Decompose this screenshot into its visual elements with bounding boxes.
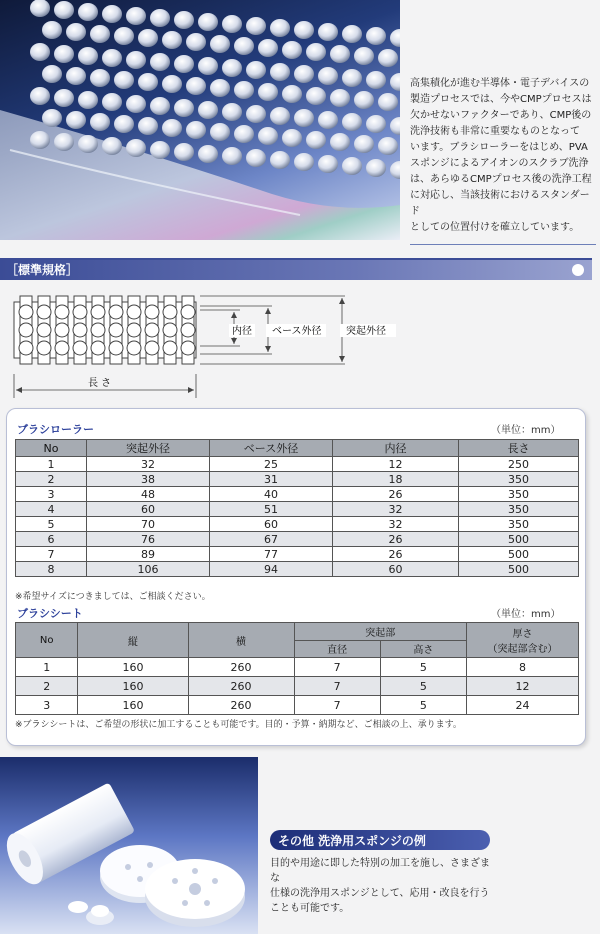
roller-knob [127, 341, 141, 355]
roller-knob [109, 323, 123, 337]
roller-knob [91, 305, 105, 319]
other-sponges-text [270, 856, 498, 916]
cell: 77 [210, 547, 333, 562]
brush-knob [222, 15, 242, 33]
roller-knob [163, 323, 177, 337]
brush-knob [270, 107, 290, 125]
brush-knob [186, 121, 206, 139]
table-row [16, 502, 579, 517]
other-line: ことも可能です。 [270, 903, 350, 914]
sheet-unit: （単位：mm） [491, 609, 561, 620]
column-header: ベース外径 [210, 440, 333, 457]
table-header-row [16, 623, 579, 641]
cell: 260 [188, 696, 294, 715]
table-row [16, 532, 579, 547]
brush-knob [42, 65, 62, 83]
brush-knob [90, 69, 110, 87]
cell: 500 [459, 562, 579, 577]
sheet-note: ※ブラシシートは、ご希望の形状に加工することも可能です。目的・予算・納期など、ご相談の上、承ります。 [15, 720, 462, 730]
cell: 250 [459, 457, 579, 472]
brush-knob [114, 27, 134, 45]
brush-knob [66, 67, 86, 85]
circle-icon [572, 264, 584, 276]
brush-knob [258, 83, 278, 101]
inner-diameter-label: 内径 [232, 326, 252, 337]
brush-knob [294, 109, 314, 127]
brush-knob [150, 141, 170, 159]
cell: 3 [16, 487, 87, 502]
brush-knob [234, 125, 254, 143]
brush-knob [78, 47, 98, 65]
roller-knob [19, 341, 33, 355]
brush-knob [294, 65, 314, 83]
intro-line: 洗浄技術も非常に重要なものとなって [410, 126, 580, 137]
brush-knob [210, 79, 230, 97]
table-row [16, 547, 579, 562]
brush-knob [78, 91, 98, 109]
brush-knob [78, 135, 98, 153]
cell: 12 [466, 677, 578, 696]
roller-knob [163, 305, 177, 319]
brush-knob [54, 133, 74, 151]
brush-knob [354, 135, 374, 153]
brush-knob [150, 9, 170, 27]
brush-knob [30, 0, 50, 17]
cell: 5 [380, 696, 466, 715]
cell: 7 [294, 696, 380, 715]
column-header: 縦 [78, 623, 188, 658]
intro-line: 製造プロセスでは、今やCMPプロセスは [410, 94, 592, 105]
cell: 51 [210, 502, 333, 517]
cell: 70 [87, 517, 210, 532]
cell: 5 [380, 677, 466, 696]
brush-knob [138, 117, 158, 135]
cell: 26 [333, 487, 459, 502]
table-row [16, 677, 579, 696]
column-header: 突起部 [294, 623, 466, 641]
cell: 8 [16, 562, 87, 577]
cell: 160 [78, 658, 188, 677]
sheet-title: ブラシシート [17, 607, 83, 620]
other-line: 目的や用途に即した特別の加工を施し、さまざまな [270, 858, 490, 884]
cell: 7 [294, 658, 380, 677]
brush-knob [102, 93, 122, 111]
brush-knob [390, 73, 400, 91]
cell: 26 [333, 547, 459, 562]
cell: 4 [16, 502, 87, 517]
brush-knob [198, 57, 218, 75]
sponge-examples-photo [0, 757, 258, 934]
brush-knob [390, 117, 400, 135]
brush-knob [138, 73, 158, 91]
column-header: 高さ [380, 640, 466, 658]
roller-knob [145, 305, 159, 319]
cell: 5 [16, 517, 87, 532]
cell: 106 [87, 562, 210, 577]
cell: 3 [16, 696, 78, 715]
brush-knob [150, 53, 170, 71]
roller-table [15, 439, 579, 577]
cell: 350 [459, 517, 579, 532]
brush-knob [222, 59, 242, 77]
brush-knob [282, 129, 302, 147]
column-header: 長さ [459, 440, 579, 457]
brush-knob [42, 21, 62, 39]
roller-knob [109, 305, 123, 319]
brush-knob [282, 41, 302, 59]
cell: 18 [333, 472, 459, 487]
roller-knob [91, 341, 105, 355]
roller-knob [91, 323, 105, 337]
brush-knob [198, 145, 218, 163]
base-diameter-label: ベース外径 [272, 326, 322, 337]
cell: 2 [16, 677, 78, 696]
intro-text [410, 76, 596, 236]
cell: 32 [87, 457, 210, 472]
brush-knob [66, 23, 86, 41]
cell: 32 [333, 502, 459, 517]
roller-knob [181, 341, 195, 355]
brush-knob [126, 7, 146, 25]
brush-knob [54, 45, 74, 63]
cell: 350 [459, 502, 579, 517]
cell: 32 [333, 517, 459, 532]
brush-knob [246, 149, 266, 167]
brush-knob [198, 13, 218, 31]
brush-knob [114, 115, 134, 133]
brush-knob [234, 37, 254, 55]
brush-knob [102, 49, 122, 67]
cell: 500 [459, 547, 579, 562]
column-header [466, 623, 578, 658]
brush-knob [342, 25, 362, 43]
brush-knob [102, 5, 122, 23]
brush-knob [318, 155, 338, 173]
brush-knob [30, 87, 50, 105]
brush-knob [90, 113, 110, 131]
roller-knob [55, 323, 69, 337]
cell: 160 [78, 696, 188, 715]
cell: 8 [466, 658, 578, 677]
other-sponges-title: その他 洗浄用スポンジの例 [278, 834, 426, 848]
table-row [16, 457, 579, 472]
cell: 94 [210, 562, 333, 577]
brush-knob [54, 1, 74, 19]
brush-knob [366, 115, 386, 133]
column-header: 突起外径 [87, 440, 210, 457]
brush-knob [234, 81, 254, 99]
table-row [16, 487, 579, 502]
brush-knob [318, 111, 338, 129]
brush-knob [330, 45, 350, 63]
cell: 40 [210, 487, 333, 502]
brush-knob [66, 111, 86, 129]
brush-knob [90, 25, 110, 43]
brush-knob [78, 3, 98, 21]
brush-knob [126, 139, 146, 157]
table-row [16, 696, 579, 715]
roller-knob [55, 305, 69, 319]
cell: 67 [210, 532, 333, 547]
roller-knob [37, 305, 51, 319]
table-row [16, 517, 579, 532]
intro-line: は、あらゆるCMPプロセス後の洗浄工程 [410, 174, 592, 185]
brush-knob [246, 17, 266, 35]
cell: 48 [87, 487, 210, 502]
cell: 350 [459, 487, 579, 502]
dimension-diagram [0, 290, 420, 400]
brush-knob [270, 63, 290, 81]
brush-knob [354, 91, 374, 109]
brush-knob [306, 43, 326, 61]
spec-panel [6, 408, 586, 746]
roller-knob [55, 341, 69, 355]
brush-knob [342, 157, 362, 175]
divider [410, 244, 596, 245]
table-row [16, 472, 579, 487]
table-row [16, 658, 579, 677]
cell: 31 [210, 472, 333, 487]
brush-knob [390, 29, 400, 47]
roller-knob [19, 323, 33, 337]
length-label: 長 さ [88, 378, 112, 389]
cell: 38 [87, 472, 210, 487]
roller-knob [163, 341, 177, 355]
cell: 160 [78, 677, 188, 696]
roller-knob [127, 323, 141, 337]
cell: 26 [333, 532, 459, 547]
cell: 60 [210, 517, 333, 532]
brush-knob [258, 127, 278, 145]
roller-knob [181, 305, 195, 319]
roller-knob [37, 323, 51, 337]
brush-roller-photo [0, 0, 400, 240]
brush-knob [270, 19, 290, 37]
brush-knob [318, 67, 338, 85]
column-header: No [16, 440, 87, 457]
intro-line: に対応し、当該技術におけるスタンダード [410, 190, 590, 217]
intro-line: としての位置付けを確立しています。 [410, 222, 580, 233]
brush-knob [186, 33, 206, 51]
cell: 260 [188, 658, 294, 677]
roller-knob [73, 323, 87, 337]
roller-knob [145, 341, 159, 355]
roller-note: ※希望サイズにつきましては、ご相談ください。 [15, 592, 211, 602]
roller-knob [145, 323, 159, 337]
brush-knob [294, 153, 314, 171]
roller-knob [109, 341, 123, 355]
brush-knob [378, 93, 398, 111]
column-header: No [16, 623, 78, 658]
brush-knob [366, 159, 386, 177]
brush-knob [258, 39, 278, 57]
brush-knob [270, 151, 290, 169]
cell: 76 [87, 532, 210, 547]
column-header: 内径 [333, 440, 459, 457]
brush-knob [174, 99, 194, 117]
brush-knob [222, 147, 242, 165]
brush-knob [306, 131, 326, 149]
brush-knob [342, 69, 362, 87]
brush-knob [282, 85, 302, 103]
brush-knob [330, 89, 350, 107]
table-row [16, 562, 579, 577]
cell: 6 [16, 532, 87, 547]
cell: 260 [188, 677, 294, 696]
brush-knob [126, 51, 146, 69]
cell: 60 [87, 502, 210, 517]
roller-knob [19, 305, 33, 319]
brush-knob [138, 29, 158, 47]
brush-knob [198, 101, 218, 119]
table-header-row [16, 440, 579, 457]
cell: 1 [16, 457, 87, 472]
brush-knob [246, 105, 266, 123]
intro-line: スポンジによるアイオンのスクラブ洗浄 [410, 158, 589, 169]
cell: 1 [16, 658, 78, 677]
brush-knob [30, 43, 50, 61]
cell: 25 [210, 457, 333, 472]
brush-knob [174, 143, 194, 161]
brush-knob [342, 113, 362, 131]
roller-knob [73, 341, 87, 355]
brush-knob [114, 71, 134, 89]
intro-line: 欠かせないファクターであり、CMP後の [410, 110, 592, 121]
brush-knob [186, 77, 206, 95]
column-header: 直径 [294, 640, 380, 658]
brush-knob [174, 11, 194, 29]
brush-knob [366, 71, 386, 89]
brush-knob [162, 31, 182, 49]
brush-knob [162, 75, 182, 93]
cell: 24 [466, 696, 578, 715]
cell: 60 [333, 562, 459, 577]
cell: 7 [16, 547, 87, 562]
cell: 5 [380, 658, 466, 677]
brush-knob [354, 47, 374, 65]
brush-knob [318, 23, 338, 41]
brush-knob [174, 55, 194, 73]
section-header [0, 258, 592, 280]
outer-diameter-label: 突起外径 [346, 326, 386, 337]
brush-knob [210, 35, 230, 53]
section-title: ［標準規格］ [6, 263, 79, 277]
sheet-table [15, 622, 579, 715]
cell: 12 [333, 457, 459, 472]
roller-knob [73, 305, 87, 319]
column-header: 横 [188, 623, 294, 658]
cell: 500 [459, 532, 579, 547]
cell: 350 [459, 472, 579, 487]
brush-knob [246, 61, 266, 79]
thickness-sub-header: （突起部含む） [487, 644, 558, 655]
brush-knob [378, 49, 398, 67]
brush-knob [366, 27, 386, 45]
brush-knob [390, 161, 400, 179]
brush-knob [210, 123, 230, 141]
intro-line: 高集積化が進む半導体・電子デバイスの [410, 78, 590, 89]
brush-knob [126, 95, 146, 113]
cell: 2 [16, 472, 87, 487]
brush-knob [54, 89, 74, 107]
cell: 89 [87, 547, 210, 562]
brush-knob [42, 109, 62, 127]
intro-line: います。ブラシローラーをはじめ、PVA [410, 142, 588, 153]
brush-knob [30, 131, 50, 149]
roller-title: ブラシローラー [17, 423, 94, 436]
brush-knob [222, 103, 242, 121]
roller-knob [37, 341, 51, 355]
other-line: 仕様の洗浄用スポンジとして、応用・改良を行う [270, 888, 490, 899]
brush-knob [150, 97, 170, 115]
brush-knob [378, 137, 398, 155]
roller-knob [127, 305, 141, 319]
brush-knob [162, 119, 182, 137]
other-sponges-heading [270, 830, 490, 850]
brush-knob [294, 21, 314, 39]
thickness-header: 厚さ [512, 629, 533, 640]
brush-knob [102, 137, 122, 155]
brush-knob [330, 133, 350, 151]
roller-unit: （単位：mm） [491, 425, 561, 436]
brush-knob [306, 87, 326, 105]
roller-knob [181, 323, 195, 337]
cell: 7 [294, 677, 380, 696]
